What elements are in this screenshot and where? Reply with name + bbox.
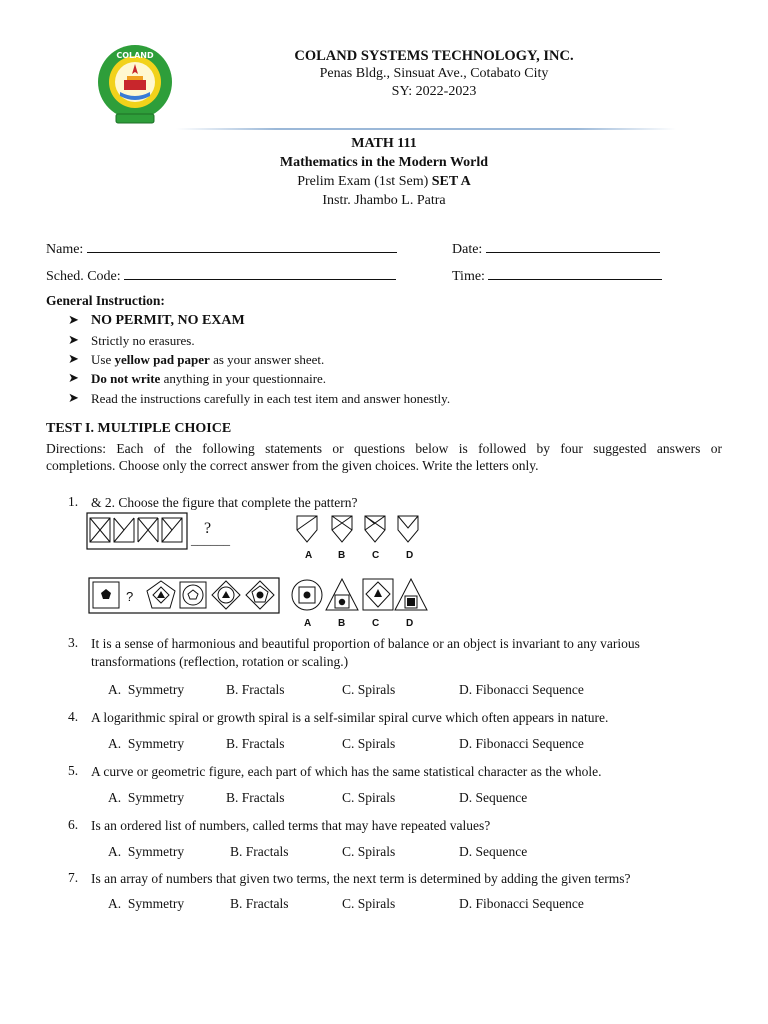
school-year: SY: 2022-2023 [391, 84, 477, 99]
option-label-a: A [304, 618, 312, 629]
question-text: Is an ordered list of numbers, called terms that may have repeated values? [91, 818, 491, 833]
choice-c: C. Spirals [342, 844, 396, 859]
choice-d: D. Fibonacci Sequence [459, 736, 584, 751]
sched-code-field[interactable] [46, 267, 396, 285]
arrow-bullet-icon: ➤ [68, 352, 79, 367]
course-code: MATH 111 [351, 136, 417, 151]
sched-code-label: Sched. Code: [46, 269, 121, 284]
sched-code-blank[interactable] [124, 267, 396, 280]
date-blank[interactable] [486, 240, 660, 253]
option-label-c: C [372, 618, 380, 629]
choice-c: C. Spirals [342, 896, 396, 911]
question-text: A logarithmic spiral or growth spiral is a self-similar spiral curve which often appears in nature. [91, 710, 609, 725]
choice-a: A. Symmetry [108, 790, 185, 805]
question-number: 5. [68, 763, 79, 778]
option-label-d: D [406, 550, 414, 561]
choice-d: D. Sequence [459, 844, 528, 859]
exam-name: Prelim Exam (1st Sem) [297, 174, 429, 189]
pattern-1-answer-blank[interactable]: ______ [191, 532, 230, 547]
name-label: Name: [46, 242, 84, 257]
name-field[interactable] [46, 240, 397, 258]
pattern-1-sequence [86, 512, 188, 555]
option-label-b: B [338, 618, 346, 629]
choice-b: B. Fractals [226, 790, 285, 805]
course-title: Mathematics in the Modern World [279, 155, 489, 170]
school-name: COLAND SYSTEMS TECHNOLOGY, INC. [294, 48, 574, 64]
question-number: 7. [68, 870, 79, 885]
date-label: Date: [452, 242, 483, 257]
choice-a: A. Symmetry [108, 682, 185, 697]
instruction-item: Use yellow pad paper as your answer sheet. [91, 352, 325, 367]
school-address: Penas Bldg., Sinsuat Ave., Cotabato City [319, 66, 549, 81]
header-rule [176, 128, 676, 130]
choice-a: A. Symmetry [108, 736, 185, 751]
choice-c: C. Spirals [342, 682, 396, 697]
arrow-bullet-icon: ➤ [68, 391, 79, 406]
choice-c: C. Spirals [342, 790, 396, 805]
choice-a: A. Symmetry [108, 844, 185, 859]
arrow-bullet-icon: ➤ [68, 313, 79, 328]
choice-d: D. Fibonacci Sequence [459, 896, 584, 911]
choice-c: C. Spirals [342, 736, 396, 751]
choice-b: B. Fractals [230, 844, 289, 859]
question-number: 3. [68, 635, 79, 650]
exam-set: SET A [431, 174, 471, 189]
date-field[interactable] [452, 240, 660, 258]
option-label-b: B [338, 550, 346, 561]
question-text: Is an array of numbers that given two terms, the next term is determined by adding the given terms? [91, 871, 631, 886]
name-blank[interactable] [87, 240, 397, 253]
option-label-d: D [406, 618, 414, 629]
test1-heading: TEST I. MULTIPLE CHOICE [46, 421, 232, 436]
instruction-item: NO PERMIT, NO EXAM [91, 313, 245, 328]
option-label-a: A [305, 550, 313, 561]
directions-line-2: completions. Choose only the correct answer from the given choices. Write the letters only. [46, 458, 539, 473]
general-instruction-heading: General Instruction: [46, 293, 165, 308]
pattern-1-question-mark: ? [204, 520, 212, 537]
option-label-c: C [372, 550, 380, 561]
pattern-2-sequence [88, 577, 280, 620]
instruction-item: Read the instructions carefully in each test item and answer honestly. [91, 391, 451, 406]
arrow-bullet-icon: ➤ [68, 371, 79, 386]
svg-text:COLAND: COLAND [116, 51, 154, 60]
question-number: 1. [68, 494, 79, 509]
time-label: Time: [452, 269, 485, 284]
choice-b: B. Fractals [226, 682, 285, 697]
instruction-item: Strictly no erasures. [91, 333, 195, 348]
question-text: It is a sense of harmonious and beautiful proportion of balance or an object is invariant to any various transformations (reflection, rotation or scaling.) [91, 636, 640, 669]
pattern-2-options [290, 576, 430, 621]
question-text: & 2. Choose the figure that complete the pattern? [91, 495, 358, 510]
instructor: Instr. Jhambo L. Patra [322, 193, 446, 208]
instruction-item: Do not write anything in your questionnaire. [91, 371, 327, 386]
time-field[interactable] [452, 267, 662, 285]
question-number: 6. [68, 817, 79, 832]
exam-name-line [0, 174, 768, 190]
choice-a: A. Symmetry [108, 896, 185, 911]
directions-line-1: Directions: Each of the following statements or questions below is followed by four suggested answers or [46, 441, 722, 456]
svg-text:?: ? [126, 589, 134, 604]
arrow-bullet-icon: ➤ [68, 333, 79, 348]
pattern-1-options [294, 512, 424, 551]
choice-d: D. Sequence [459, 790, 528, 805]
time-blank[interactable] [488, 267, 662, 280]
choice-b: B. Fractals [230, 896, 289, 911]
test1-directions [46, 440, 722, 474]
choice-d: D. Fibonacci Sequence [459, 682, 584, 697]
question-number: 4. [68, 709, 79, 724]
choice-b: B. Fractals [226, 736, 285, 751]
question-text: A curve or geometric figure, each part of which has the same statistical character as the whole. [91, 764, 602, 779]
